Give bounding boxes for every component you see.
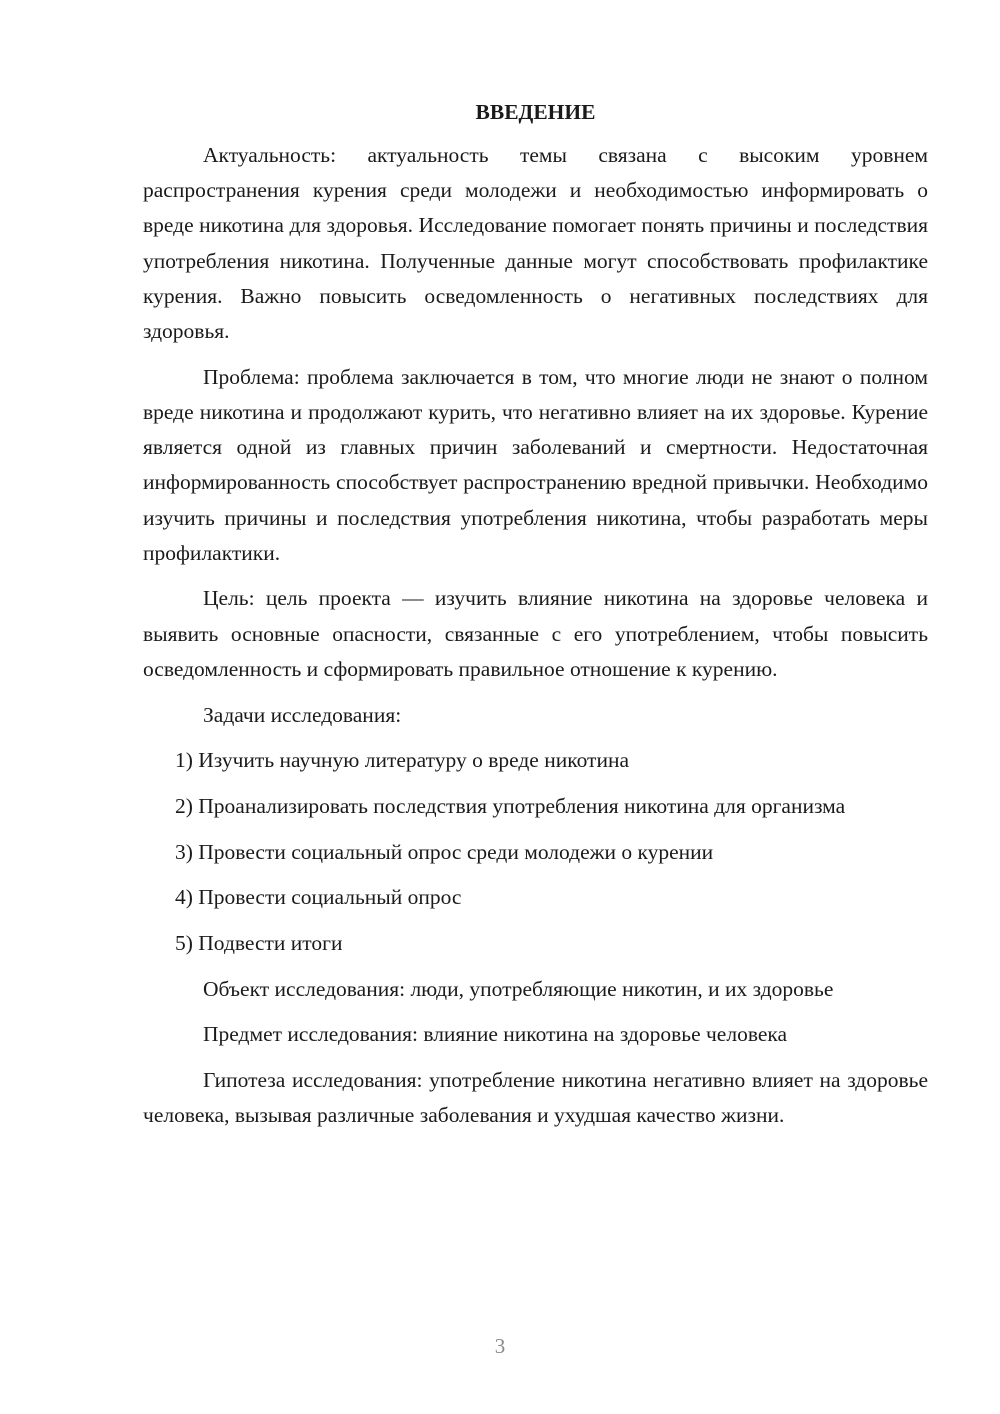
section-title: ВВЕДЕНИЕ xyxy=(475,100,596,124)
list-item: 3) Провести социальный опрос среди молодежи о курении xyxy=(175,839,714,864)
paragraph-problem: Проблема: проблема заключается в том, что многие люди не знают о полном вреде никотина и продолжают курить, что негативно влияет на их здоровье. Курение является одной из главных причин заболеваний и смертности. Недостаточная информированность способствует распространению вредной привычки. Необходимо изучить причины и последствия употребления никотина, чтобы разработать меры профилактики. xyxy=(143,364,928,565)
page-number: 3 xyxy=(494,1334,506,1358)
paragraph-relevance: Актуальность: актуальность темы связана с высоким уровнем распространения курения среди молодежи и необходимостью информировать о вреде никотина для здоровья. Исследование помогает понять причины и последствия употребления никотина. Полученные данные могут способствовать профилактике курения. Важно повысить осведомленность о негативных последствиях для здоровья. xyxy=(143,143,928,344)
paragraph-subject: Предмет исследования: влияние никотина на здоровье человека xyxy=(203,1022,788,1047)
list-item: 5) Подвести итоги xyxy=(175,931,343,956)
list-item: 4) Провести социальный опрос xyxy=(175,885,462,910)
list-item: 1) Изучить научную литературу о вреде никотина xyxy=(175,748,629,773)
document-page xyxy=(143,96,928,1144)
paragraph-goal: Цель: цель проекта — изучить влияние никотина на здоровье человека и выявить основные опасности, связанные с его употреблением, чтобы повысить осведомленность и сформировать правильное отношение к курению. xyxy=(143,586,928,681)
paragraph-hypothesis: Гипотеза исследования: употребление никотина негативно влияет на здоровье человека, вызывая различные заболевания и ухудшая качество жизни. xyxy=(143,1068,928,1128)
list-item: 2) Проанализировать последствия употребления никотина для организма xyxy=(175,793,846,818)
paragraph-object: Объект исследования: люди, употребляющие никотин, и их здоровье xyxy=(203,976,834,1001)
tasks-heading: Задачи исследования: xyxy=(203,702,402,727)
